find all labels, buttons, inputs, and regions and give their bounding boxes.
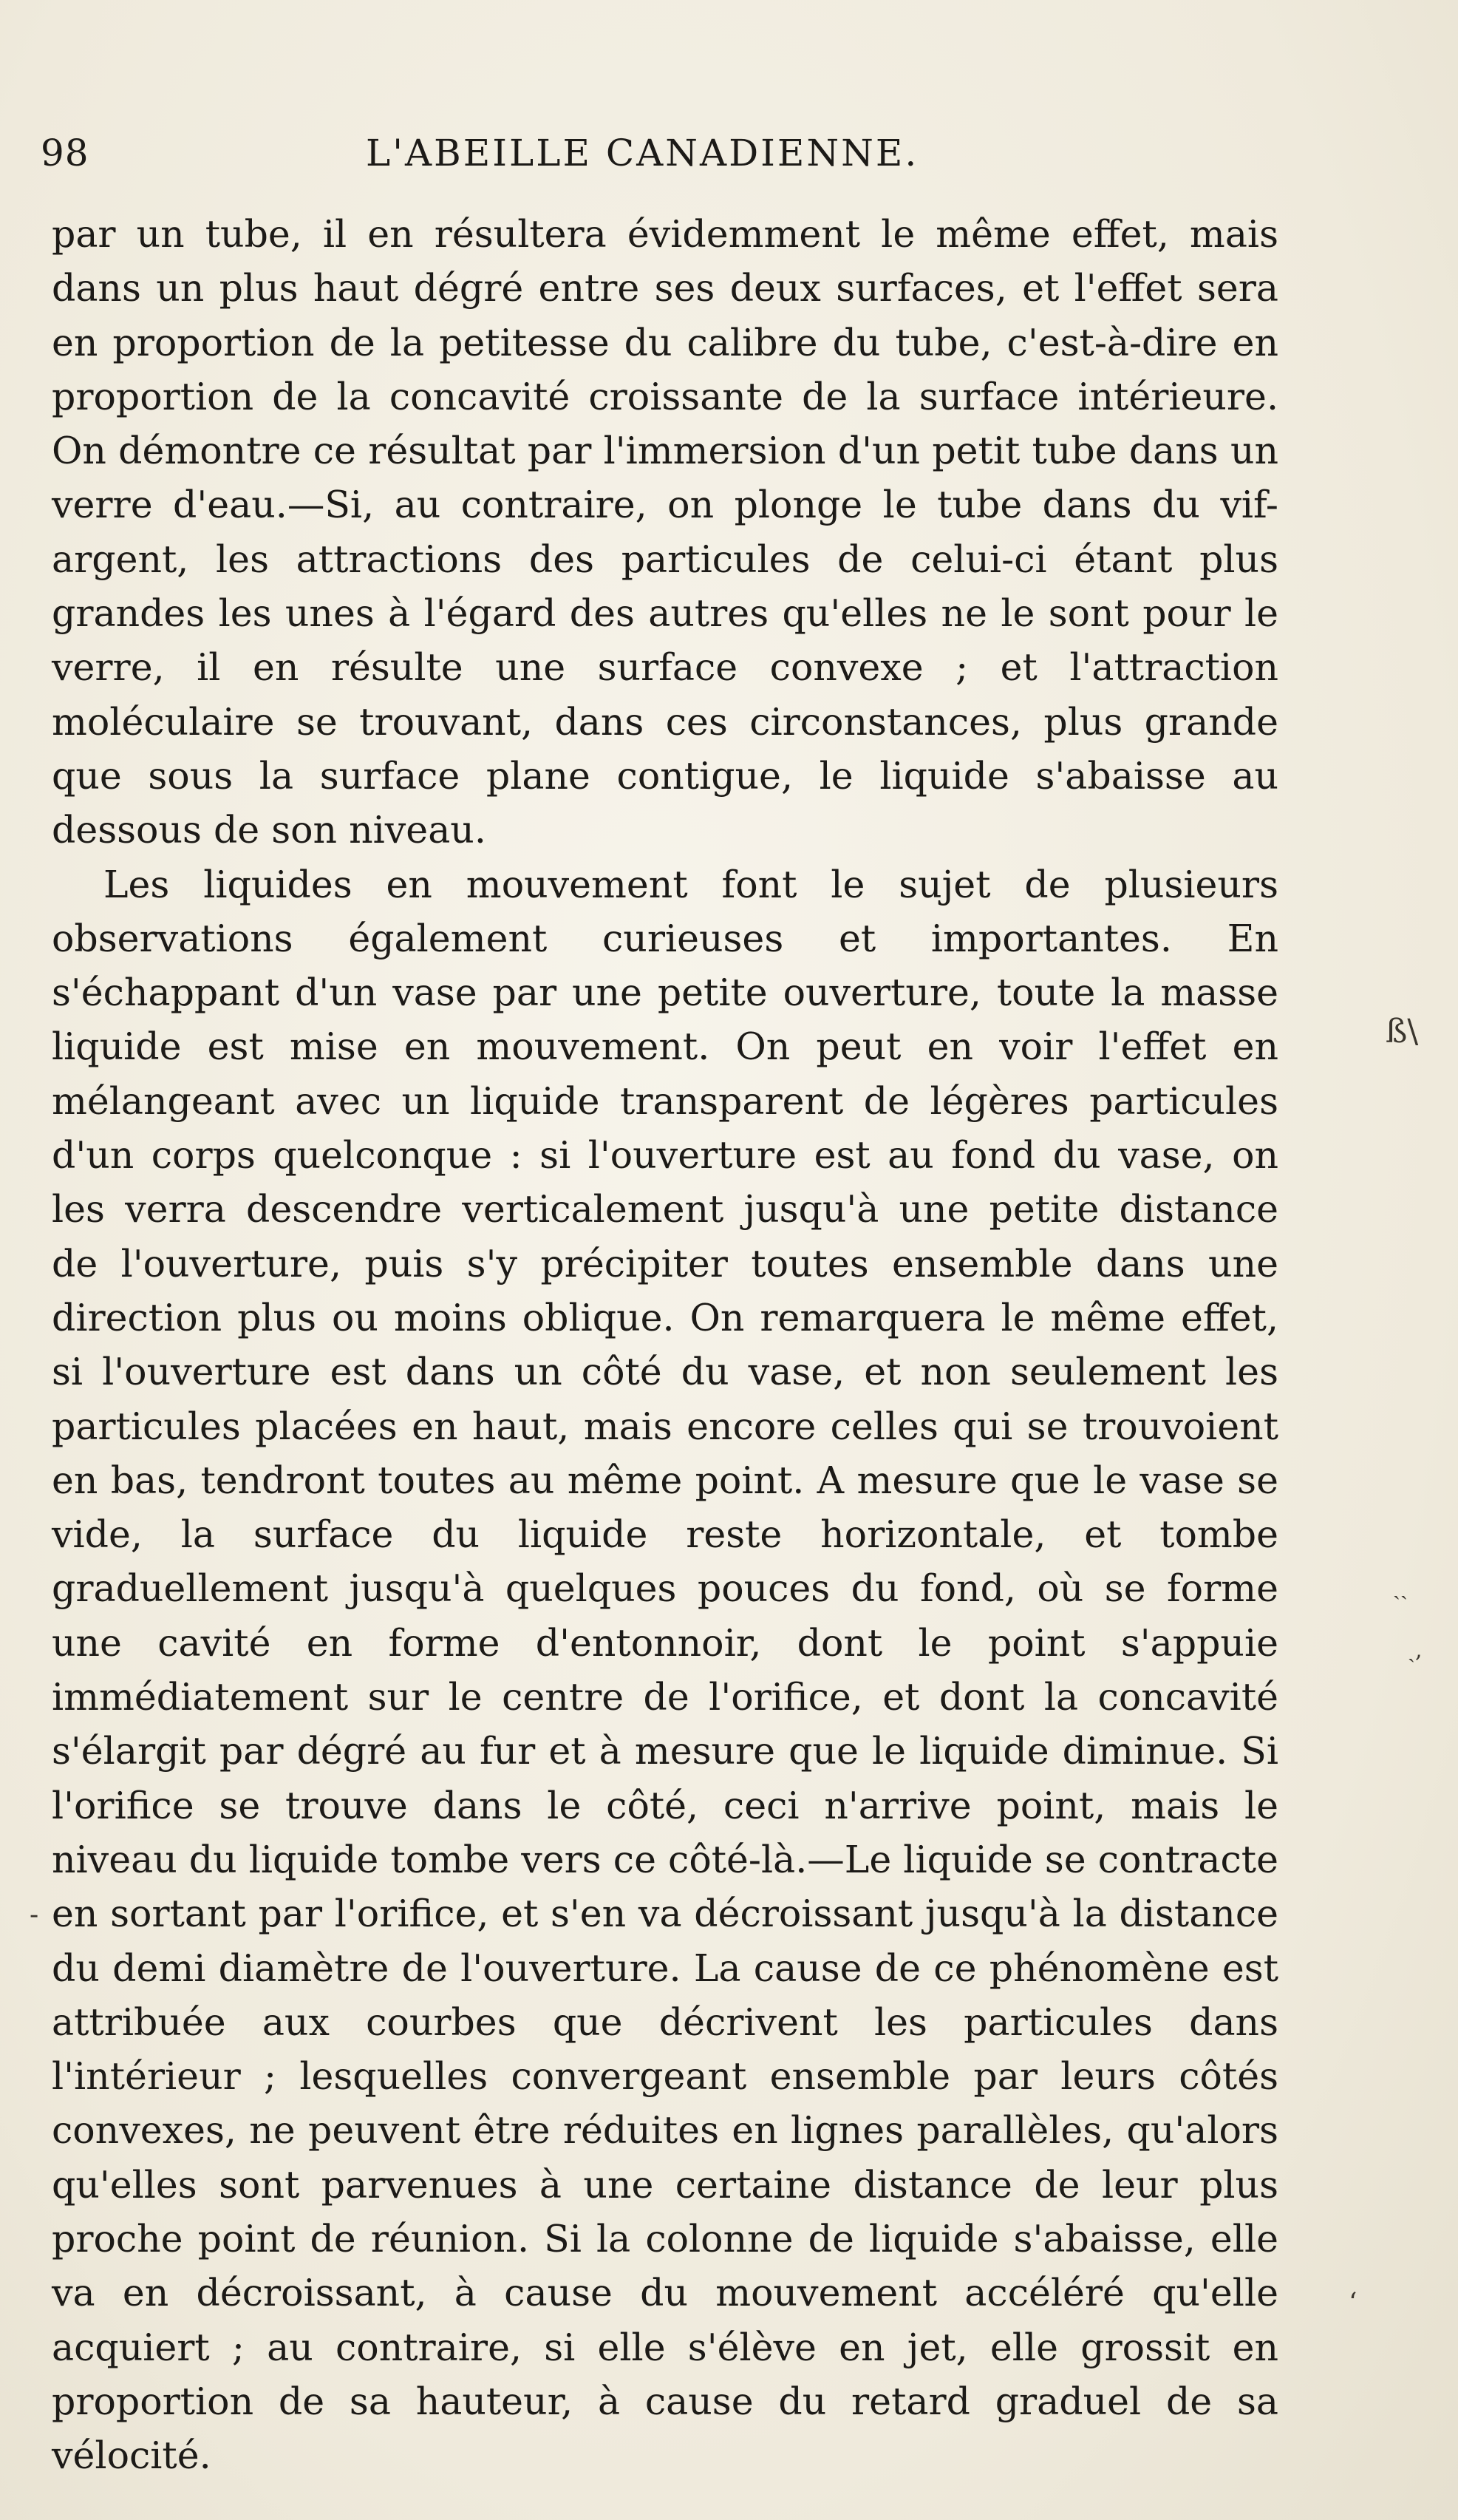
margin-mark: ˎˏ [1393, 1575, 1408, 1600]
margin-mark: ʻ [1349, 2288, 1357, 2318]
running-title: L'ABEILLE CANADIENNE. [366, 132, 919, 174]
margin-mark: - [30, 1900, 39, 1930]
margin-mark: ˎ, [1408, 1637, 1423, 1663]
paragraph-liquides-en-mouvement: Les liquides en mouvement font le sujet de plusieurs observations également curieuses et importantes. En s'échappant d'un vase par une petite ouverture, toute la masse liquide est mise en mouvement. On peut en voir l'effet en mélangeant avec un liquide transparent de légères particules d'un corps quelconque : si l'ouverture est au fond du vase, on les verra descendre verticalement jusqu'à une petite distance de l'ouverture, puis s'y précipiter toutes ensemble dans une direction plus ou moins oblique. On remarquera le même effet, si l'ouverture est dans un côté du vase, et non seulement les particules placées en haut, mais encore celles qui se trouvoient en bas, tendront toutes au même point. A mesure que le vase se vide, la surface du liquide reste horizontale, et tombe graduellement jusqu'à quelques pouces du fond, où se forme une cavité en forme d'entonnoir, dont le point s'appuie immédiatement sur le centre de l'orifice, et dont la concavité s'élargit par dégré au fur et à mesure que le liquide diminue. Si l'orifice se trouve dans le côté, ceci n'arrive point, mais le niveau du liquide tombe vers ce côté-là.—Le liquide se contracte en sortant par l'orifice, et s'en va décroissant jusqu'à la distance du demi diamètre de l'ouverture. La cause de ce phénomène est attribuée aux courbes que décrivent les particules dans l'intérieur ; lesquelles convergeant ensemble par leurs côtés convexes, ne peuvent être réduites en lignes parallèles, qu'alors qu'elles sont parvenues à une certaine distance de leur plus proche point de réunion. Si la colonne de liquide s'abaisse, elle va en décroissant, à cause du mouvement accéléré qu'elle acquiert ; au contraire, si elle s'élève en jet, elle grossit en proportion de sa hauteur, à cause du retard graduel de sa vélocité. [52, 862, 1278, 2478]
page-number: 98 [41, 132, 89, 174]
body-text [52, 207, 1278, 2482]
margin-mark: ß\ [1386, 1013, 1419, 1050]
page-header [41, 132, 964, 183]
paragraph-continued: par un tube, il en résultera évidemment le même effet, mais dans un plus haut dégré entre ses deux surfaces, et l'effet sera en proportion de la petitesse du calibre du tube, c'est-à-dire en proportion de la concavité croissante de la surface intérieure. On démontre ce résultat par l'immersion d'un petit tube dans un verre d'eau.—Si, au contraire, on plonge le tube dans du vif-argent, les attractions des particules de celui-ci étant plus grandes les unes à l'égard des autres qu'elles ne le sont pour le verre, il en résulte une surface convexe ; et l'attraction moléculaire se trouvant, dans ces circonstances, plus grande que sous la surface plane contigue, le liquide s'abaisse au dessous de son niveau. [52, 212, 1278, 852]
